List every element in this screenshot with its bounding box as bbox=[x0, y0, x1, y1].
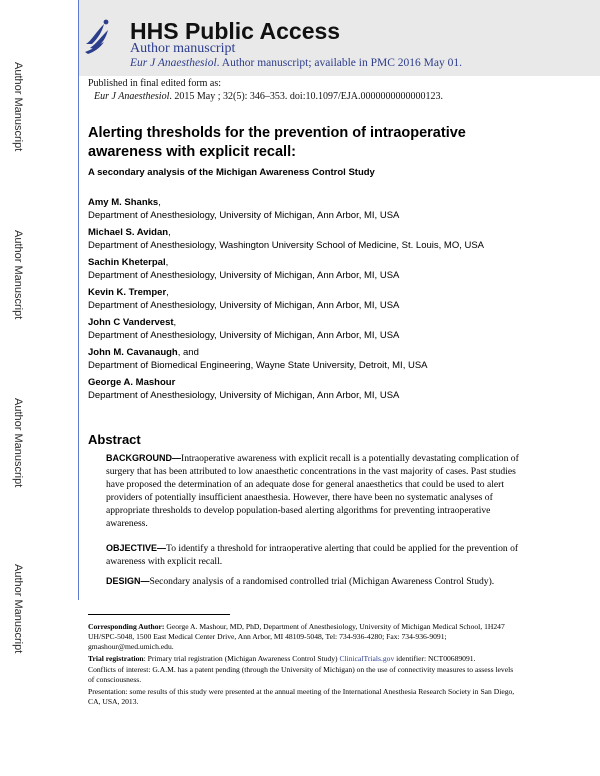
author-block bbox=[88, 316, 399, 342]
author-suffix: , bbox=[173, 317, 177, 328]
author-suffix: , bbox=[168, 227, 171, 238]
author-block bbox=[88, 346, 428, 372]
author-block bbox=[88, 286, 399, 312]
background-text: Intraoperative awareness with explicit recall is a potentially devastating complication of surgery that has been attributed to low anaesthetic concentrations in the vast majority of cases. Past studies have proposed the determination of an adequate dose for general anaesthetics that could be used to alert providers of potentially insufficient anaesthesia. However, there have been no systematic analyses of appropriate thresholds to develop population-based alerting algorithms for preventing intraoperative awareness. bbox=[106, 453, 519, 529]
citation-journal: Eur J Anaesthesiol bbox=[94, 91, 170, 102]
trial-text-post: identifier: NCT00689091. bbox=[394, 654, 476, 663]
author-affiliation: Department of Anesthesiology, University of Michigan, Ann Arbor, MI, USA bbox=[88, 210, 400, 221]
author-manuscript-subtitle: Author manuscript bbox=[130, 41, 236, 56]
objective-text: To identify a threshold for intraoperative alerting that could be applied for the prevention of awareness with explicit recall. bbox=[106, 543, 519, 567]
conflicts-note: Conflicts of interest: G.A.M. has a patent pending (through the University of Michigan) on the use of connectivity measures to assess levels of consciousness. bbox=[88, 665, 514, 684]
abstract-design bbox=[106, 575, 526, 588]
design-label: DESIGN— bbox=[106, 576, 150, 586]
side-label-3: Author Manuscript bbox=[12, 398, 24, 488]
author-name: John M. Cavanaugh bbox=[88, 347, 178, 358]
presentation-note: Presentation: some results of this study were presented at the annual meeting of the International Anesthesia Research Society in San Diego, CA, USA, 2013. bbox=[88, 687, 515, 706]
hhs-public-access-title: HHS Public Access bbox=[130, 18, 341, 44]
author-name: George A. Mashour bbox=[88, 377, 176, 388]
corresponding-label: Corresponding Author: bbox=[88, 622, 165, 631]
author-affiliation: Department of Anesthesiology, University of Michigan, Ann Arbor, MI, USA bbox=[88, 390, 400, 401]
side-label-4: Author Manuscript bbox=[12, 564, 24, 654]
author-name: John C Vandervest bbox=[88, 317, 174, 328]
abstract-objective bbox=[106, 542, 526, 568]
trial-text-pre: : Primary trial registration (Michigan Awareness Control Study) bbox=[143, 654, 340, 663]
design-text: Secondary analysis of a randomised controlled trial (Michigan Awareness Control Study). bbox=[149, 576, 495, 587]
corresponding-author-note bbox=[88, 622, 520, 652]
author-name: Michael S. Avidan bbox=[88, 227, 169, 238]
citation-details: . 2015 May ; 32(5): 346–353. doi:10.1097/EJA.0000000000000123. bbox=[169, 91, 443, 102]
author-affiliation: Department of Anesthesiology, University of Michigan, Ann Arbor, MI, USA bbox=[88, 330, 400, 341]
availability-text: . Author manuscript; available in PMC 2016 May 01. bbox=[216, 57, 462, 69]
author-suffix: , and bbox=[177, 347, 199, 358]
author-affiliation: Department of Anesthesiology, Washington University School of Medicine, St. Louis, MO, USA bbox=[88, 240, 485, 251]
published-in-label: Published in final edited form as: bbox=[88, 78, 222, 89]
author-name: Sachin Kheterpal bbox=[88, 257, 166, 268]
trial-registration-note bbox=[88, 654, 520, 664]
corresponding-text: George A. Mashour, MD, PhD, Department of Anesthesiology, University of Michigan Medical School, 1H247 UH/SPC-5048, 1500 East Medical Center Drive, Ann Arbor, MI 48109-5048, Tel: 734-936-4280; Fax: 734-936-9091; gmashour@med.umich.edu. bbox=[88, 622, 505, 651]
author-block bbox=[88, 376, 399, 402]
author-affiliation: Department of Anesthesiology, University of Michigan, Ann Arbor, MI, USA bbox=[88, 270, 400, 281]
availability-line bbox=[130, 57, 462, 69]
author-block bbox=[88, 226, 484, 252]
author-name: Kevin K. Tremper bbox=[88, 287, 167, 298]
article-title: Alerting thresholds for the prevention of intraoperative awareness with explicit recall: bbox=[88, 125, 466, 160]
abstract-heading: Abstract bbox=[88, 432, 141, 447]
margin-rule bbox=[78, 0, 79, 600]
author-affiliation: Department of Biomedical Engineering, Wayne State University, Detroit, MI, USA bbox=[88, 360, 428, 371]
author-block bbox=[88, 256, 399, 282]
objective-label: OBJECTIVE— bbox=[106, 543, 167, 553]
author-suffix: , bbox=[165, 257, 169, 268]
background-label: BACKGROUND— bbox=[106, 453, 181, 463]
trial-label: Trial registration bbox=[88, 654, 144, 663]
author-affiliation: Department of Anesthesiology, University of Michigan, Ann Arbor, MI, USA bbox=[88, 300, 400, 311]
author-suffix: , bbox=[166, 287, 169, 298]
author-suffix: , bbox=[158, 197, 161, 208]
author-name: Amy M. Shanks bbox=[88, 197, 159, 208]
article-subtitle: A secondary analysis of the Michigan Awareness Control Study bbox=[88, 167, 375, 178]
footnote-rule bbox=[88, 614, 230, 615]
side-label-2: Author Manuscript bbox=[12, 230, 24, 320]
availability-journal: Eur J Anaesthesiol bbox=[130, 57, 217, 69]
side-label-1: Author Manuscript bbox=[12, 62, 24, 152]
hhs-eagle-logo-icon bbox=[82, 14, 112, 58]
author-block bbox=[88, 196, 399, 222]
citation-line bbox=[94, 91, 443, 102]
abstract-background bbox=[106, 452, 526, 530]
clinicaltrials-link[interactable]: ClinicalTrials.gov bbox=[339, 654, 395, 663]
